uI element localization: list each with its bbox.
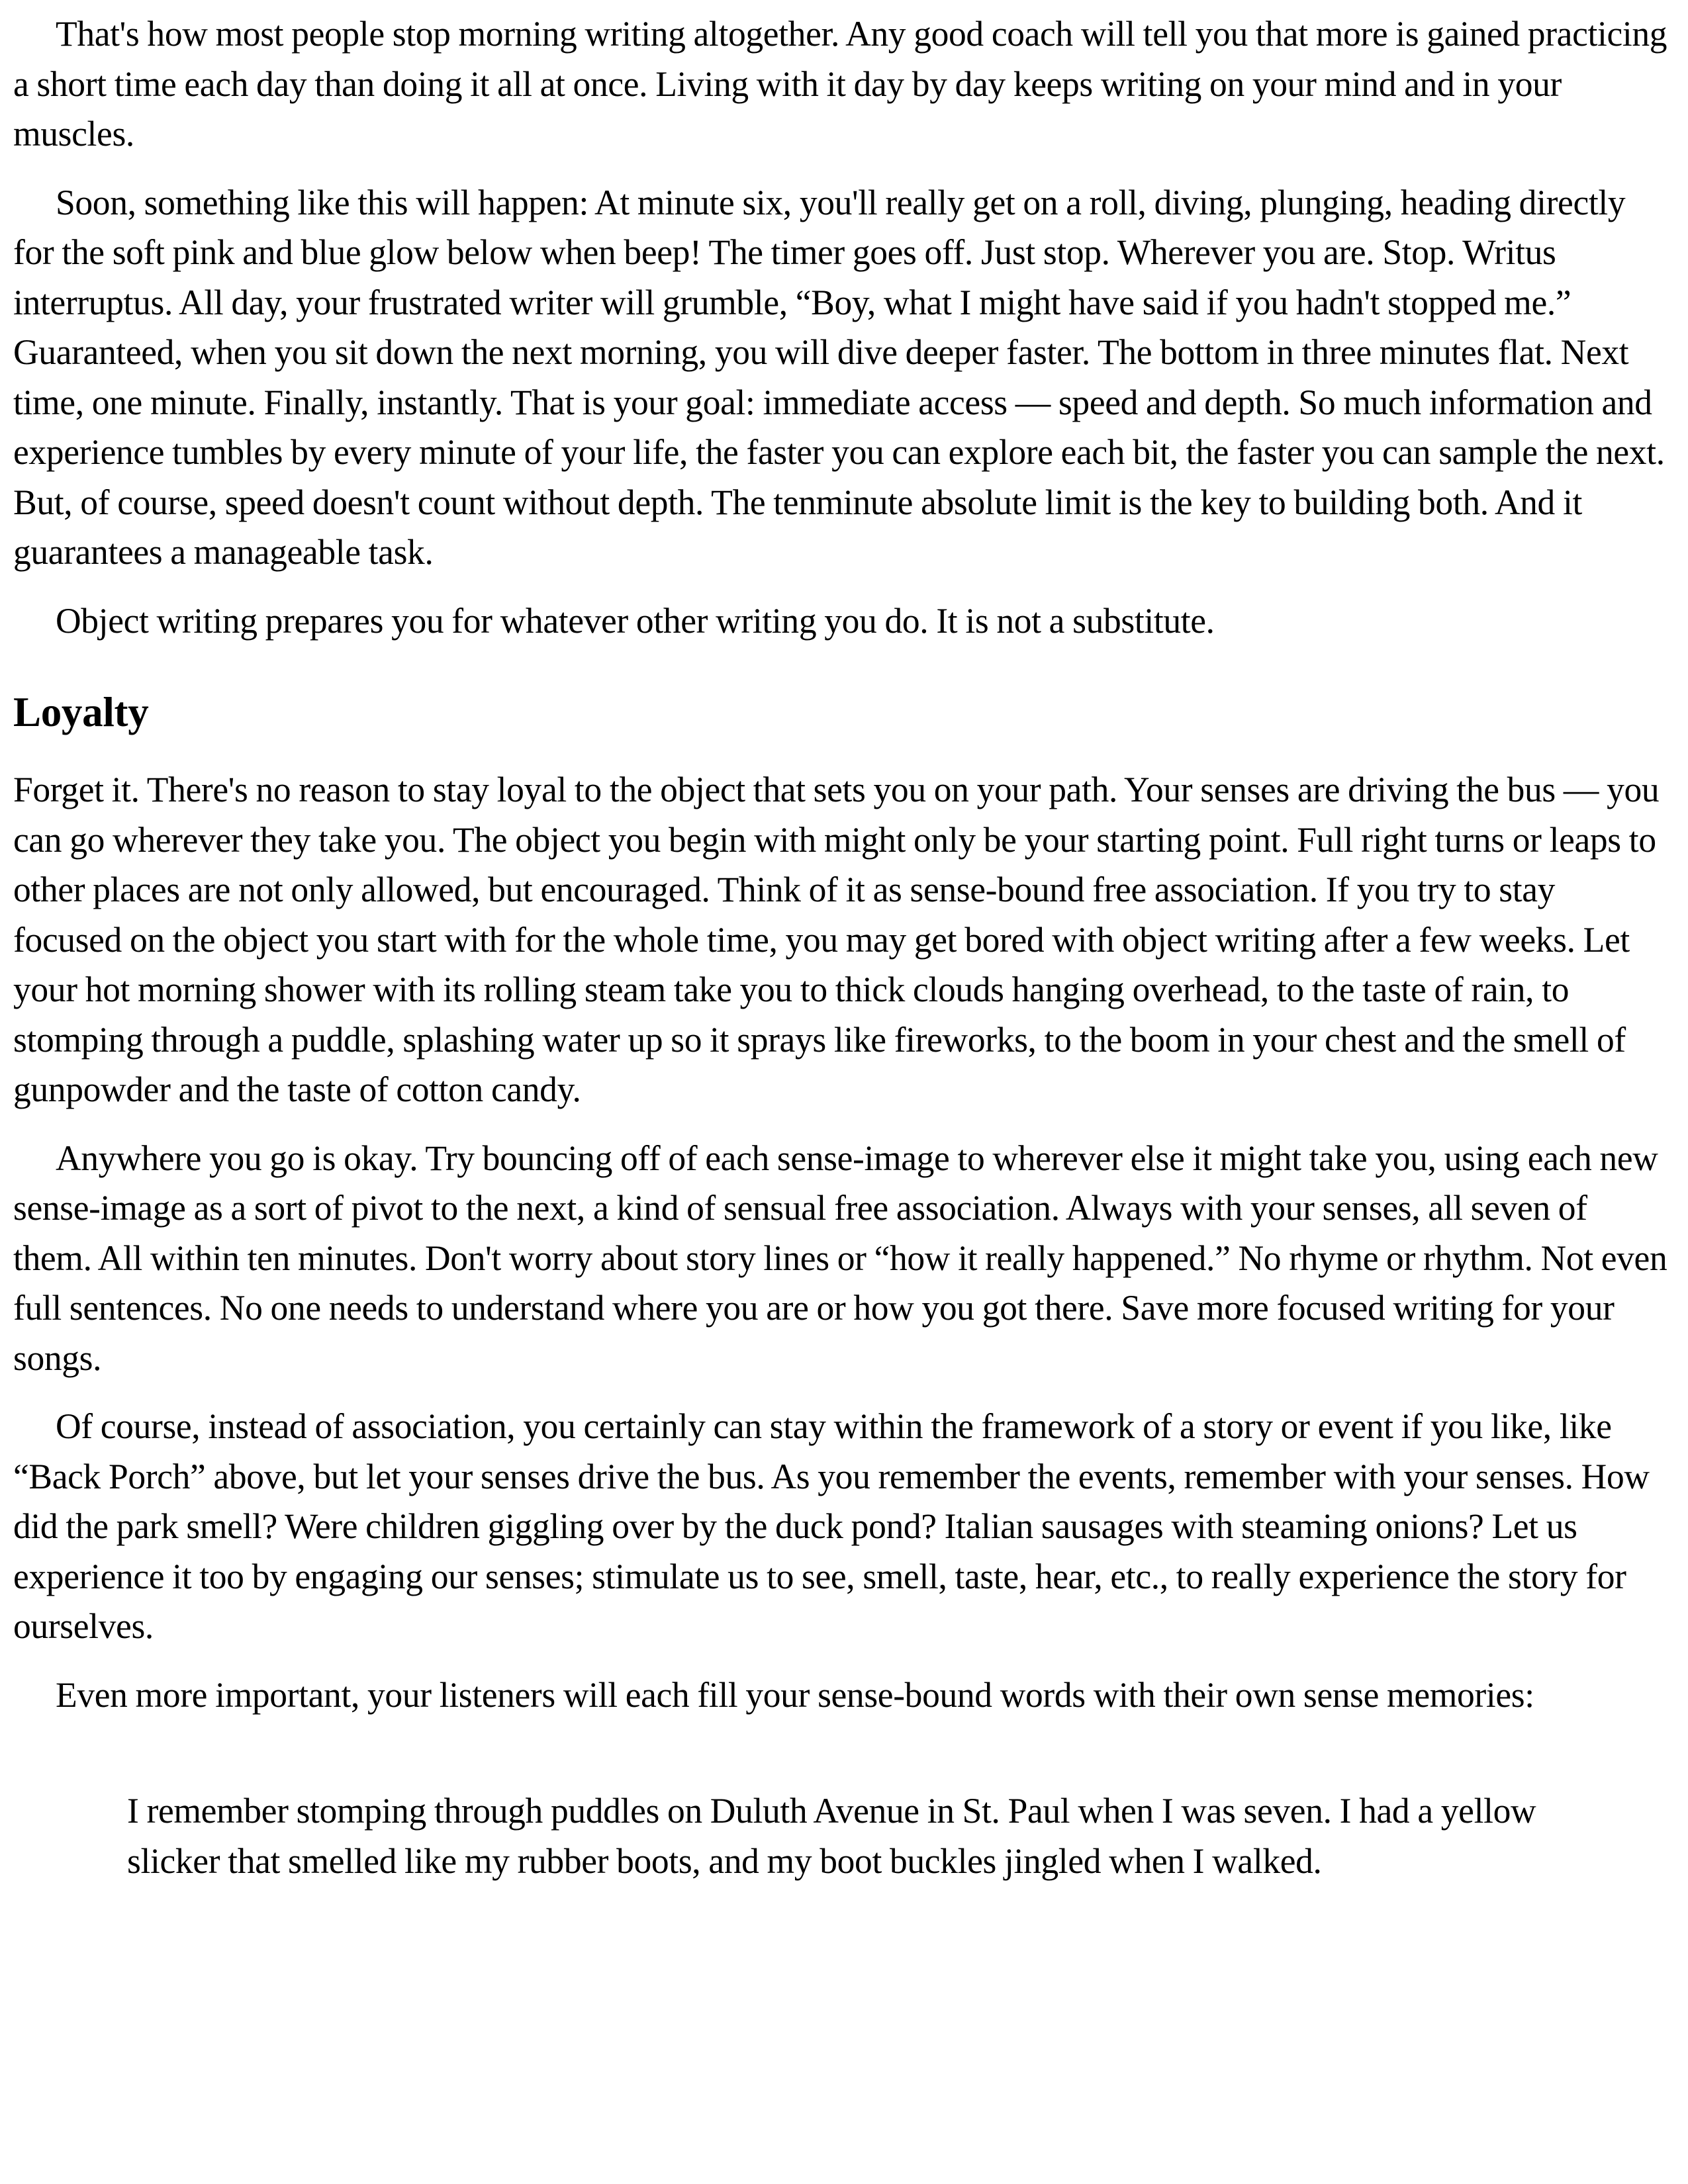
document-page	[13, 9, 1671, 1886]
paragraph-forget-it: Forget it. There's no reason to stay loyal to the object that sets you on your path. Your senses are driving the bus — you can go wherever they take you. The object you begin with might only be your starting point. Full right turns or leaps to other places are not only allowed, but encouraged. Think of it as sense-bound free association. If you try to stay focused on the object you start with for the whole time, you may get bored with object writing after a few weeks. Let your hot morning shower with its rolling steam take you to thick clouds hanging overhead, to the taste of rain, to stomping through a puddle, splashing water up so it sprays like fireworks, to the boom in your chest and the smell of gunpowder and the taste of cotton candy.	[13, 770, 1660, 1109]
paragraph-of-course: Of course, instead of association, you certainly can stay within the framework of a story or event if you like, like “Back Porch” above, but let your senses drive the bus. As you remember the events, remember with your senses. How did the park smell? Were children giggling over by the duck pond? Italian sausages with steaming onions? Let us experience it too by engaging our senses; stimulate us to see, smell, taste, hear, etc., to really experience the story for ourselves.	[13, 1406, 1650, 1646]
section-heading-loyalty: Loyalty	[13, 689, 149, 735]
paragraph-object-writing: Object writing prepares you for whatever other writing you do. It is not a substitute.	[56, 600, 1215, 641]
paragraph-timer: Soon, something like this will happen: At minute six, you'll really get on a roll, diving, plunging, heading directly for the soft pink and blue glow below when beep! The timer goes off. Just stop. Wherever you are. Stop. Writus interruptus. All day, your frustrated writer will grumble, “Boy, what I might have said if you hadn't stopped me.” Guaranteed, when you sit down the next morning, you will dive deeper faster. The bottom in three minutes flat. Next time, one minute. Finally, instantly. That is your goal: immediate access — speed and depth. So much information and experience tumbles by every minute of your life, the faster you can explore each bit, the faster you can sample the next. But, of course, speed doesn't count without depth. The tenminute absolute limit is the key to building both. And it guarantees a manageable task.	[13, 182, 1665, 572]
quote-text: I remember stomping through puddles on Duluth Avenue in St. Paul when I was seven. I had a yellow slicker that smelled like my rubber boots, and my boot buckles jingled when I walked.	[127, 1791, 1536, 1881]
paragraph-even-more-important: Even more important, your listeners will each fill your sense-bound words with their own sense memories:	[56, 1674, 1534, 1715]
block-quote	[127, 1786, 1570, 1886]
paragraph-anywhere: Anywhere you go is okay. Try bouncing off of each sense-image to wherever else it might take you, using each new sense-image as a sort of pivot to the next, a kind of sensual free association. Always with your senses, all seven of them. All within ten minutes. Don't worry about story lines or “how it really happened.” No rhyme or rhythm. Not even full sentences. No one needs to understand where you are or how you got there. Save more focused writing for your songs.	[13, 1138, 1667, 1378]
paragraph-morning-writing: That's how most people stop morning writing altogether. Any good coach will tell you that more is gained practicing a short time each day than doing it all at once. Living with it day by day keeps writing on your mind and in your muscles.	[13, 14, 1667, 154]
